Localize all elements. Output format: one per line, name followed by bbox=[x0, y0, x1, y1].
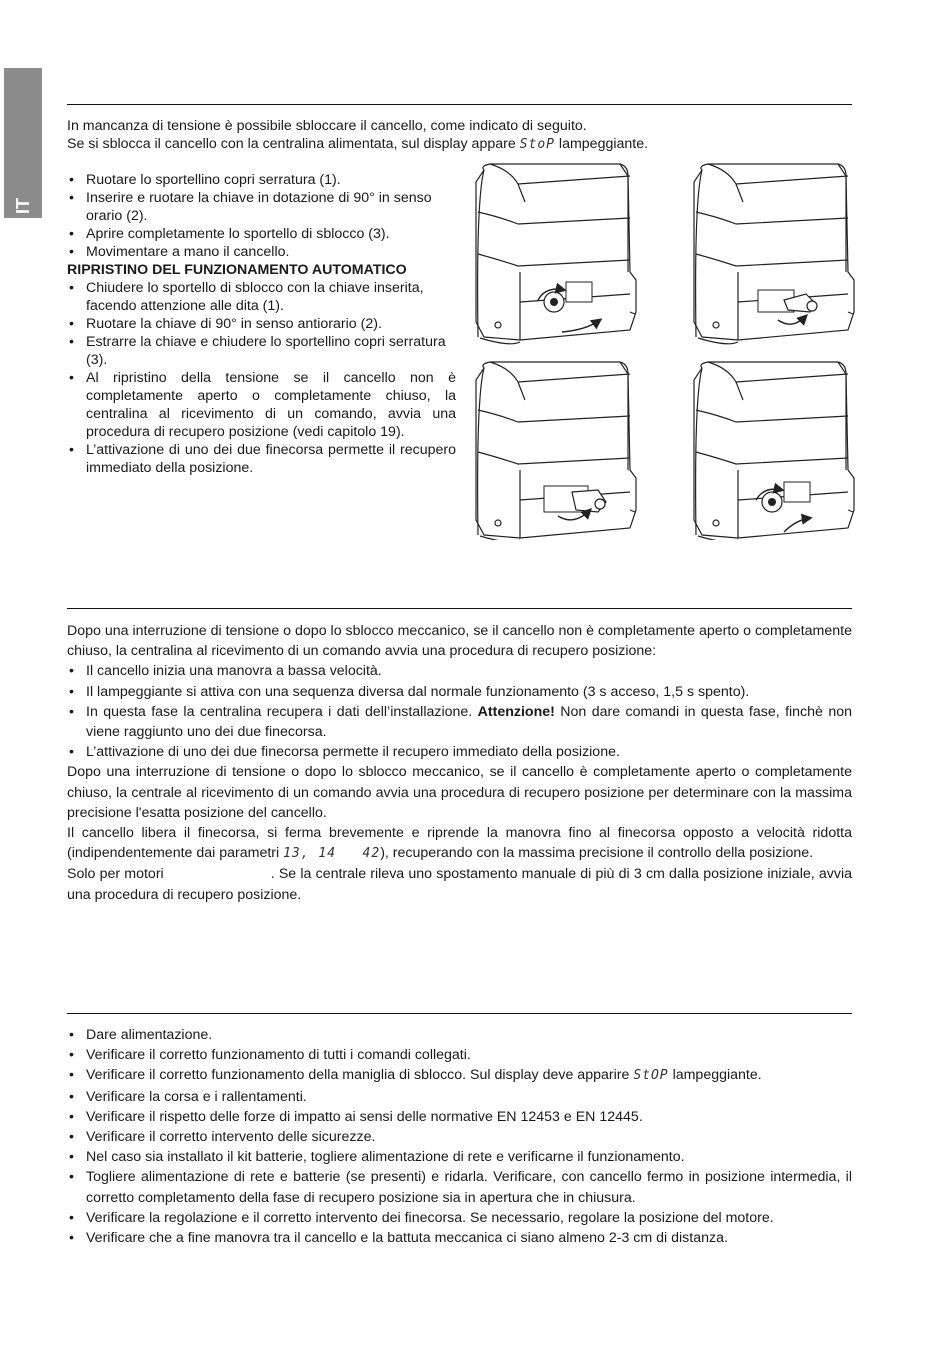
section2-paragraph-3 bbox=[67, 823, 852, 864]
step-3-figure bbox=[476, 362, 636, 540]
list-item: • Chiudere lo sportello di sblocco con la chiave inserita, facendo attenzione alle dita (1). bbox=[67, 279, 456, 315]
list-item: • L’attivazione di uno dei due finecorsa permette il recupero immediato della posizione. bbox=[67, 441, 456, 477]
checklist bbox=[67, 1025, 852, 1248]
list-item: • Il cancello inizia una manovra a bassa velocità. bbox=[67, 661, 852, 681]
list-item: • Estrarre la chiave e chiudere lo sportellino copri serratura (3). bbox=[67, 333, 456, 369]
list-item: • Nel caso sia installato il kit batterie, togliere alimentazione di rete e verificarne il funzionamento. bbox=[67, 1147, 852, 1167]
section1-intro bbox=[67, 117, 857, 154]
section2-paragraph-4 bbox=[67, 864, 852, 904]
list-item: • Verificare la regolazione e il corretto intervento dei finecorsa. Se necessario, regolare la posizione del motore. bbox=[67, 1208, 852, 1228]
list-item bbox=[67, 1065, 852, 1086]
section1-steps bbox=[67, 171, 456, 477]
list-item: • Aprire completamente lo sportello di sblocco (3). bbox=[67, 225, 456, 243]
language-tab bbox=[4, 68, 42, 218]
restore-steps-list bbox=[67, 279, 456, 477]
step-1-figure bbox=[476, 164, 636, 344]
list-item: • Verificare il corretto intervento delle sicurezze. bbox=[67, 1127, 852, 1147]
list-item bbox=[67, 702, 852, 742]
section2-paragraph-2: Dopo una interruzione di tensione o dopo lo sblocco meccanico, se il cancello è completamente aperto o completamente chiuso, la centrale al ricevimento di un comando avvia una procedura di recupero posizione per determinare con la massima precisione l'esatta posizione del cancello. bbox=[67, 764, 852, 821]
unlock-steps-list bbox=[67, 171, 456, 261]
language-tab-label: IT bbox=[13, 198, 33, 214]
parameter-codes: 13, 14 42 bbox=[283, 846, 381, 862]
bullet-text-end: Non dare comandi in questa fase, finchè non viene raggiunto uno dei due finecorsa. bbox=[86, 703, 852, 741]
intro-line-2-end: lampeggiante. bbox=[554, 136, 649, 152]
bullet-text: In questa fase la centralina recupera i dati dell’installazione. bbox=[86, 703, 478, 720]
list-item: • Dare alimentazione. bbox=[67, 1025, 852, 1045]
list-item: • Il lampeggiante si attiva con una sequenza diversa dal normale funzionamento (3 s acceso, 1,5 s spento). bbox=[67, 682, 852, 702]
list-item: • Ruotare lo sportellino copri serratura (1). bbox=[67, 171, 456, 189]
list-item: • Verificare il rispetto delle forze di impatto ai sensi delle normative EN 12453 e EN 12445. bbox=[67, 1107, 852, 1127]
list-item: • Al ripristino della tensione se il cancello non è completamente aperto o completamente chiuso, la centralina al ricevimento di un comando, avvia una procedura di recupero posizione (vedi capitolo 19). bbox=[67, 369, 456, 441]
section2-paragraph-1: Dopo una interruzione di tensione o dopo lo sblocco meccanico, se il cancello non è completamente aperto o completamente chiuso, la centralina al ricevimento di un comando avvia una procedura di recupero posizione: bbox=[67, 623, 852, 660]
section2-list bbox=[67, 661, 852, 762]
paragraph-text-end: . Se la centrale rileva uno spostamento manuale di più di 3 cm dalla posizione iniziale, avvia una procedura di recupero posizione. bbox=[67, 866, 852, 903]
step-4-figure bbox=[694, 362, 854, 540]
section-divider bbox=[67, 608, 852, 609]
list-item: • L’attivazione di uno dei due finecorsa permette il recupero immediato della posizione. bbox=[67, 742, 852, 762]
item-text-end: lampeggiante. bbox=[668, 1067, 762, 1084]
paragraph-text: Solo per motori bbox=[67, 866, 164, 883]
section-divider bbox=[67, 1013, 852, 1014]
intro-line-1: In mancanza di tensione è possibile sbloccare il cancello, come indicato di seguito. bbox=[67, 118, 587, 134]
list-item: • Verificare la corsa e i rallentamenti. bbox=[67, 1087, 852, 1107]
list-item: • Verificare che a fine manovra tra il cancello e la battuta meccanica ci siano almeno 2-3 cm di distanza. bbox=[67, 1228, 852, 1248]
list-item: • Inserire e ruotare la chiave in dotazione di 90° in senso orario (2). bbox=[67, 189, 456, 225]
restore-heading: RIPRISTINO DEL FUNZIONAMENTO AUTOMATICO bbox=[67, 262, 407, 278]
unlock-illustration bbox=[466, 160, 862, 540]
list-item: • Ruotare la chiave di 90° in senso antiorario (2). bbox=[67, 315, 456, 333]
step-2-figure bbox=[694, 164, 854, 344]
list-item: • Togliere alimentazione di rete e batterie (se presenti) e ridarla. Verificare, con cancello fermo in posizione intermedia, il corretto completamento della fase di recupero posizione sia in apertura che in chiusura. bbox=[67, 1167, 852, 1207]
section3-body bbox=[67, 1025, 852, 1248]
display-readout: StOP bbox=[633, 1068, 669, 1084]
warning-label: Attenzione! bbox=[477, 703, 555, 720]
intro-line-2 bbox=[67, 135, 857, 154]
section2-body bbox=[67, 621, 852, 905]
list-item: • Movimentare a mano il cancello. bbox=[67, 243, 456, 261]
intro-line-2-text: Se si sblocca il cancello con la centralina alimentata, sul display appare bbox=[67, 136, 520, 152]
item-text: Verificare il corretto funzionamento della maniglia di sblocco. Sul display deve apparire bbox=[86, 1067, 634, 1084]
display-readout: StoP bbox=[519, 137, 555, 152]
paragraph-text: Il cancello libera il finecorsa, si ferma brevemente e riprende la manovra fino al finecorsa opposto a velocità ridotta (indipendentemente dai parametri bbox=[67, 825, 852, 862]
paragraph-text-end: ), recuperando con la massima precisione il controllo della posizione. bbox=[380, 845, 814, 862]
section-divider bbox=[67, 104, 852, 105]
list-item: • Verificare il corretto funzionamento di tutti i comandi collegati. bbox=[67, 1045, 852, 1065]
